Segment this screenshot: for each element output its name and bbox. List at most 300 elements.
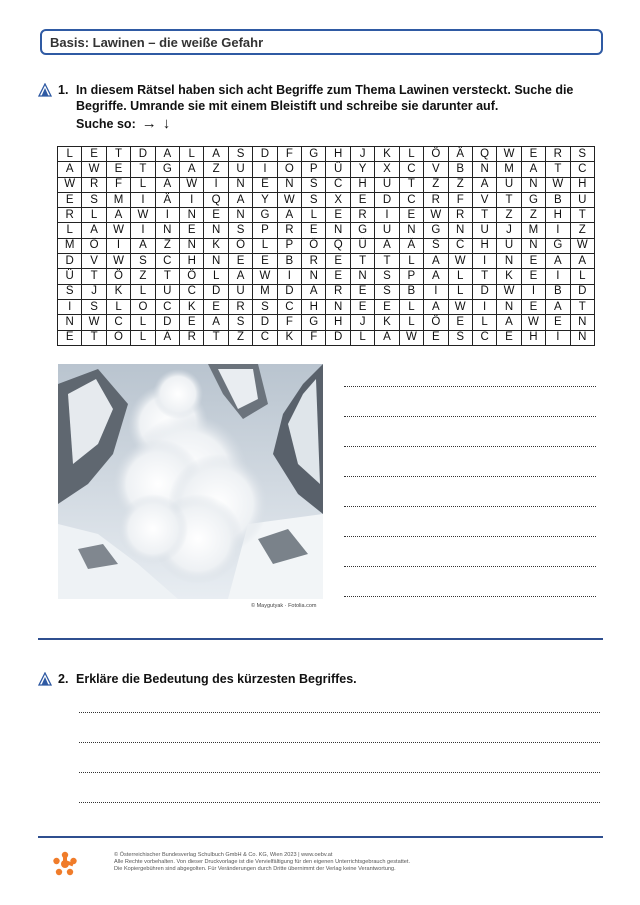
grid-cell[interactable]: Q [472,147,496,162]
grid-cell[interactable]: N [521,238,545,253]
grid-cell[interactable]: E [521,269,545,284]
grid-cell[interactable]: D [277,284,301,299]
grid-cell[interactable]: S [82,299,106,314]
grid-cell[interactable]: Ö [424,147,448,162]
grid-cell[interactable]: G [253,208,277,223]
grid-cell[interactable]: V [424,162,448,177]
grid-cell[interactable]: E [448,315,472,330]
grid-cell[interactable]: F [302,330,326,345]
grid-cell[interactable]: L [472,315,496,330]
grid-cell[interactable]: L [253,238,277,253]
grid-cell[interactable]: E [350,284,374,299]
grid-cell[interactable]: A [204,315,228,330]
grid-cell[interactable]: A [424,269,448,284]
grid-cell[interactable]: U [228,284,252,299]
grid-cell[interactable]: L [399,315,423,330]
answer-line[interactable] [344,476,596,477]
grid-cell[interactable]: T [375,254,399,269]
grid-cell[interactable]: A [204,147,228,162]
grid-cell[interactable]: E [58,330,82,345]
grid-cell[interactable]: A [497,315,521,330]
grid-cell[interactable]: L [399,299,423,314]
grid-cell[interactable]: S [58,284,82,299]
grid-cell[interactable]: I [204,177,228,192]
grid-cell[interactable]: E [302,223,326,238]
grid-cell[interactable]: R [546,147,570,162]
task-2-number: 2. [58,672,69,686]
grid-cell[interactable]: N [204,223,228,238]
grid-cell[interactable]: W [497,147,521,162]
grid-cell[interactable]: D [375,192,399,207]
grid-cell[interactable]: W [570,238,594,253]
grid-cell[interactable]: B [546,192,570,207]
grid-cell[interactable]: C [277,299,301,314]
grid-cell[interactable]: N [204,254,228,269]
grid-cell[interactable]: E [228,254,252,269]
grid-cell[interactable]: J [350,315,374,330]
grid-cell[interactable]: Ä [155,192,179,207]
grid-cell[interactable]: N [472,162,496,177]
grid-cell[interactable]: S [228,315,252,330]
grid-cell[interactable]: D [131,147,155,162]
grid-cell[interactable]: R [58,208,82,223]
grid-cell[interactable]: A [375,238,399,253]
grid-cell[interactable]: E [106,162,130,177]
grid-cell[interactable]: R [228,299,252,314]
grid-cell[interactable]: U [375,177,399,192]
grid-cell[interactable]: I [131,223,155,238]
grid-cell[interactable]: L [399,254,423,269]
grid-cell[interactable]: L [131,177,155,192]
grid-cell[interactable]: L [570,269,594,284]
grid-cell[interactable]: T [350,254,374,269]
grid-cell[interactable]: I [58,299,82,314]
grid-cell[interactable]: T [82,330,106,345]
grid-cell[interactable]: L [82,208,106,223]
grid-cell[interactable]: C [106,315,130,330]
grid-cell[interactable]: H [180,254,204,269]
grid-cell[interactable]: G [302,315,326,330]
grid-cell[interactable]: L [131,284,155,299]
grid-cell[interactable]: T [399,177,423,192]
grid-cell[interactable]: K [180,299,204,314]
grid-cell[interactable]: E [521,147,545,162]
answer-line[interactable] [344,566,596,567]
grid-cell[interactable]: D [155,315,179,330]
grid-cell[interactable]: Q [326,238,350,253]
grid-cell[interactable]: Z [228,330,252,345]
answer-line[interactable] [344,386,596,387]
grid-cell[interactable]: U [155,284,179,299]
grid-cell[interactable]: G [155,162,179,177]
grid-cell[interactable]: A [546,299,570,314]
grid-cell[interactable]: N [180,208,204,223]
grid-cell[interactable]: R [277,223,301,238]
grid-cell[interactable]: M [521,223,545,238]
answer-line[interactable] [79,802,600,803]
grid-cell[interactable]: S [228,223,252,238]
grid-cell[interactable]: N [180,238,204,253]
grid-cell[interactable]: C [399,192,423,207]
grid-cell[interactable]: D [204,284,228,299]
grid-cell[interactable]: W [106,254,130,269]
grid-cell[interactable]: H [302,299,326,314]
grid-cell[interactable]: N [228,177,252,192]
grid-cell[interactable]: E [497,330,521,345]
grid-cell[interactable]: L [58,147,82,162]
grid-cell[interactable]: C [155,254,179,269]
grid-cell[interactable]: S [82,192,106,207]
grid-cell[interactable]: A [546,254,570,269]
grid-cell[interactable]: N [570,315,594,330]
grid-cell[interactable]: D [472,284,496,299]
grid-cell[interactable]: Y [350,162,374,177]
grid-cell[interactable]: E [326,208,350,223]
grid-cell[interactable]: E [58,192,82,207]
grid-cell[interactable]: Z [570,223,594,238]
grid-cell[interactable]: A [521,162,545,177]
grid-cell[interactable]: A [82,223,106,238]
grid-cell[interactable]: E [253,177,277,192]
grid-cell[interactable]: M [497,162,521,177]
grid-cell[interactable]: W [448,299,472,314]
grid-cell[interactable]: W [82,315,106,330]
grid-cell[interactable]: Ö [424,315,448,330]
grid-cell[interactable]: T [204,330,228,345]
grid-cell[interactable]: Z [448,177,472,192]
grid-cell[interactable]: U [497,238,521,253]
grid-cell[interactable]: E [424,330,448,345]
grid-cell[interactable]: M [106,192,130,207]
grid-cell[interactable]: C [253,330,277,345]
grid-cell[interactable]: K [277,330,301,345]
grid-cell[interactable]: I [546,330,570,345]
grid-cell[interactable]: O [106,330,130,345]
grid-cell[interactable]: I [155,208,179,223]
grid-cell[interactable]: I [546,269,570,284]
grid-cell[interactable]: T [155,269,179,284]
grid-cell[interactable]: I [424,284,448,299]
grid-cell[interactable]: U [472,223,496,238]
grid-cell[interactable]: E [253,254,277,269]
grid-cell[interactable]: I [277,269,301,284]
grid-cell[interactable]: W [399,330,423,345]
grid-cell[interactable]: N [350,269,374,284]
answer-line[interactable] [79,742,600,743]
grid-cell[interactable]: S [424,238,448,253]
grid-cell[interactable]: K [497,269,521,284]
grid-cell[interactable]: K [375,147,399,162]
grid-cell[interactable]: D [253,315,277,330]
grid-cell[interactable]: N [497,299,521,314]
grid-cell[interactable]: A [228,269,252,284]
grid-cell[interactable]: V [82,254,106,269]
grid-cell[interactable]: I [472,254,496,269]
grid-cell[interactable]: E [204,208,228,223]
grid-cell[interactable]: Ö [180,269,204,284]
grid-cell[interactable]: C [180,284,204,299]
grid-cell[interactable]: W [253,269,277,284]
answer-line[interactable] [344,506,596,507]
grid-cell[interactable]: N [497,254,521,269]
grid-cell[interactable]: L [58,223,82,238]
grid-cell[interactable]: B [399,284,423,299]
grid-cell[interactable]: I [546,223,570,238]
answer-line[interactable] [344,596,596,597]
grid-cell[interactable]: D [58,254,82,269]
grid-cell[interactable]: N [58,315,82,330]
answer-line[interactable] [344,446,596,447]
grid-cell[interactable]: I [472,299,496,314]
grid-cell[interactable]: U [570,192,594,207]
grid-cell[interactable]: D [326,330,350,345]
grid-cell[interactable]: N [570,330,594,345]
grid-cell[interactable]: E [326,269,350,284]
grid-cell[interactable]: B [448,162,472,177]
grid-cell[interactable]: L [350,330,374,345]
grid-cell[interactable]: E [375,299,399,314]
grid-cell[interactable]: E [350,192,374,207]
grid-cell[interactable]: P [302,162,326,177]
grid-cell[interactable]: R [302,254,326,269]
grid-cell[interactable]: J [82,284,106,299]
grid-cell[interactable]: H [521,330,545,345]
answer-line[interactable] [344,416,596,417]
grid-cell[interactable]: A [131,238,155,253]
word-search-grid[interactable] [57,146,595,346]
grid-cell[interactable]: A [375,330,399,345]
grid-cell[interactable]: A [228,192,252,207]
answer-line[interactable] [79,712,600,713]
grid-cell[interactable]: A [570,254,594,269]
grid-cell[interactable]: Ä [448,147,472,162]
grid-cell[interactable]: E [521,254,545,269]
grid-cell[interactable]: L [448,269,472,284]
grid-cell[interactable]: T [570,299,594,314]
grid-cell[interactable]: Ä [155,330,179,345]
grid-cell[interactable]: I [253,162,277,177]
grid-cell[interactable]: T [497,192,521,207]
grid-cell[interactable]: Ö [82,238,106,253]
grid-cell[interactable]: H [350,177,374,192]
grid-cell[interactable]: L [131,315,155,330]
answer-line[interactable] [79,772,600,773]
grid-cell[interactable]: T [106,147,130,162]
grid-cell[interactable]: Ü [58,269,82,284]
grid-cell[interactable]: O [131,299,155,314]
answer-line[interactable] [344,536,596,537]
grid-cell[interactable]: H [570,177,594,192]
grid-cell[interactable]: Ö [106,269,130,284]
grid-cell[interactable]: Z [497,208,521,223]
grid-cell[interactable]: F [106,177,130,192]
grid-cell[interactable]: A [424,299,448,314]
grid-cell[interactable]: S [375,284,399,299]
grid-cell[interactable]: G [350,223,374,238]
grid-cell[interactable]: N [448,223,472,238]
grid-cell[interactable]: S [228,147,252,162]
grid-cell[interactable]: F [448,192,472,207]
grid-cell[interactable]: L [106,299,130,314]
grid-cell[interactable]: A [106,208,130,223]
grid-cell[interactable]: Y [253,192,277,207]
grid-cell[interactable]: E [546,315,570,330]
grid-cell[interactable]: H [326,315,350,330]
grid-cell[interactable]: M [253,284,277,299]
grid-cell[interactable]: A [58,162,82,177]
grid-cell[interactable]: X [326,192,350,207]
grid-cell[interactable]: E [399,208,423,223]
grid-cell[interactable]: R [82,177,106,192]
grid-cell[interactable]: Q [204,192,228,207]
grid-cell[interactable]: K [375,315,399,330]
grid-cell[interactable]: N [228,208,252,223]
grid-cell[interactable]: O [228,238,252,253]
grid-cell[interactable]: C [326,177,350,192]
grid-cell[interactable]: N [399,223,423,238]
grid-cell[interactable]: L [180,147,204,162]
grid-cell[interactable]: N [277,177,301,192]
grid-cell[interactable]: Z [424,177,448,192]
grid-cell[interactable]: T [131,162,155,177]
grid-cell[interactable]: P [399,269,423,284]
grid-cell[interactable]: T [570,208,594,223]
grid-cell[interactable]: I [131,192,155,207]
grid-cell[interactable]: Z [155,238,179,253]
grid-cell[interactable]: A [277,208,301,223]
grid-cell[interactable]: W [82,162,106,177]
grid-cell[interactable]: S [253,299,277,314]
grid-cell[interactable]: S [570,147,594,162]
grid-cell[interactable]: W [58,177,82,192]
grid-cell[interactable]: D [253,147,277,162]
grid-cell[interactable]: T [546,162,570,177]
grid-cell[interactable]: P [253,223,277,238]
grid-cell[interactable]: S [448,330,472,345]
grid-cell[interactable]: W [448,254,472,269]
grid-cell[interactable]: R [424,192,448,207]
grid-cell[interactable]: K [106,284,130,299]
grid-cell[interactable]: Z [521,208,545,223]
grid-cell[interactable]: B [546,284,570,299]
grid-cell[interactable]: E [326,254,350,269]
grid-cell[interactable]: W [497,284,521,299]
grid-cell[interactable]: H [326,147,350,162]
grid-cell[interactable]: F [277,147,301,162]
grid-cell[interactable]: G [546,238,570,253]
grid-cell[interactable]: N [521,177,545,192]
grid-cell[interactable]: J [350,147,374,162]
grid-cell[interactable]: I [106,238,130,253]
grid-cell[interactable]: A [424,254,448,269]
grid-cell[interactable]: V [472,192,496,207]
grid-cell[interactable]: C [155,299,179,314]
grid-cell[interactable]: U [228,162,252,177]
grid-cell[interactable]: J [497,223,521,238]
grid-cell[interactable]: N [326,223,350,238]
grid-cell[interactable]: L [399,147,423,162]
grid-cell[interactable]: E [350,299,374,314]
grid-cell[interactable]: H [546,208,570,223]
grid-cell[interactable]: B [277,254,301,269]
grid-cell[interactable]: T [472,208,496,223]
grid-cell[interactable]: Ö [302,238,326,253]
grid-cell[interactable]: A [155,147,179,162]
grid-cell[interactable]: A [155,177,179,192]
grid-cell[interactable]: G [302,147,326,162]
grid-cell[interactable]: X [375,162,399,177]
grid-cell[interactable]: I [180,192,204,207]
grid-cell[interactable]: L [448,284,472,299]
grid-cell[interactable]: E [82,147,106,162]
grid-cell[interactable]: F [277,315,301,330]
grid-cell[interactable]: G [424,223,448,238]
grid-cell[interactable]: W [131,208,155,223]
grid-cell[interactable]: E [204,299,228,314]
grid-cell[interactable]: C [448,238,472,253]
grid-cell[interactable]: N [155,223,179,238]
grid-cell[interactable]: W [180,177,204,192]
grid-cell[interactable]: I [521,284,545,299]
grid-cell[interactable]: L [302,208,326,223]
grid-cell[interactable]: Z [204,162,228,177]
grid-cell[interactable]: W [106,223,130,238]
grid-cell[interactable]: W [424,208,448,223]
grid-cell[interactable]: R [350,208,374,223]
grid-cell[interactable]: I [375,208,399,223]
grid-cell[interactable]: S [302,177,326,192]
grid-cell[interactable]: M [58,238,82,253]
grid-cell[interactable]: R [448,208,472,223]
grid-cell[interactable]: Ü [350,238,374,253]
grid-cell[interactable]: U [375,223,399,238]
grid-cell[interactable]: A [302,284,326,299]
grid-cell[interactable]: C [399,162,423,177]
grid-cell[interactable]: R [326,284,350,299]
grid-cell[interactable]: T [82,269,106,284]
grid-cell[interactable]: P [277,238,301,253]
grid-cell[interactable]: Ä [399,238,423,253]
grid-cell[interactable]: S [375,269,399,284]
grid-cell[interactable]: D [570,284,594,299]
grid-cell[interactable]: C [570,162,594,177]
grid-cell[interactable]: W [546,177,570,192]
grid-cell[interactable]: T [472,269,496,284]
grid-cell[interactable]: C [472,330,496,345]
grid-cell[interactable]: E [521,299,545,314]
grid-cell[interactable]: G [521,192,545,207]
grid-cell[interactable]: A [472,177,496,192]
grid-cell[interactable]: U [497,177,521,192]
grid-cell[interactable]: E [180,223,204,238]
grid-cell[interactable]: W [521,315,545,330]
grid-cell[interactable]: K [204,238,228,253]
grid-cell[interactable]: O [277,162,301,177]
grid-cell[interactable]: E [180,315,204,330]
grid-cell[interactable]: S [131,254,155,269]
grid-cell[interactable]: W [277,192,301,207]
grid-cell[interactable]: H [472,238,496,253]
grid-cell[interactable]: L [131,330,155,345]
grid-cell[interactable]: S [302,192,326,207]
grid-cell[interactable]: R [180,330,204,345]
grid-cell[interactable]: N [326,299,350,314]
grid-cell[interactable]: Ü [326,162,350,177]
grid-cell[interactable]: Z [131,269,155,284]
grid-cell[interactable]: N [302,269,326,284]
grid-cell[interactable]: L [204,269,228,284]
grid-cell[interactable]: A [180,162,204,177]
